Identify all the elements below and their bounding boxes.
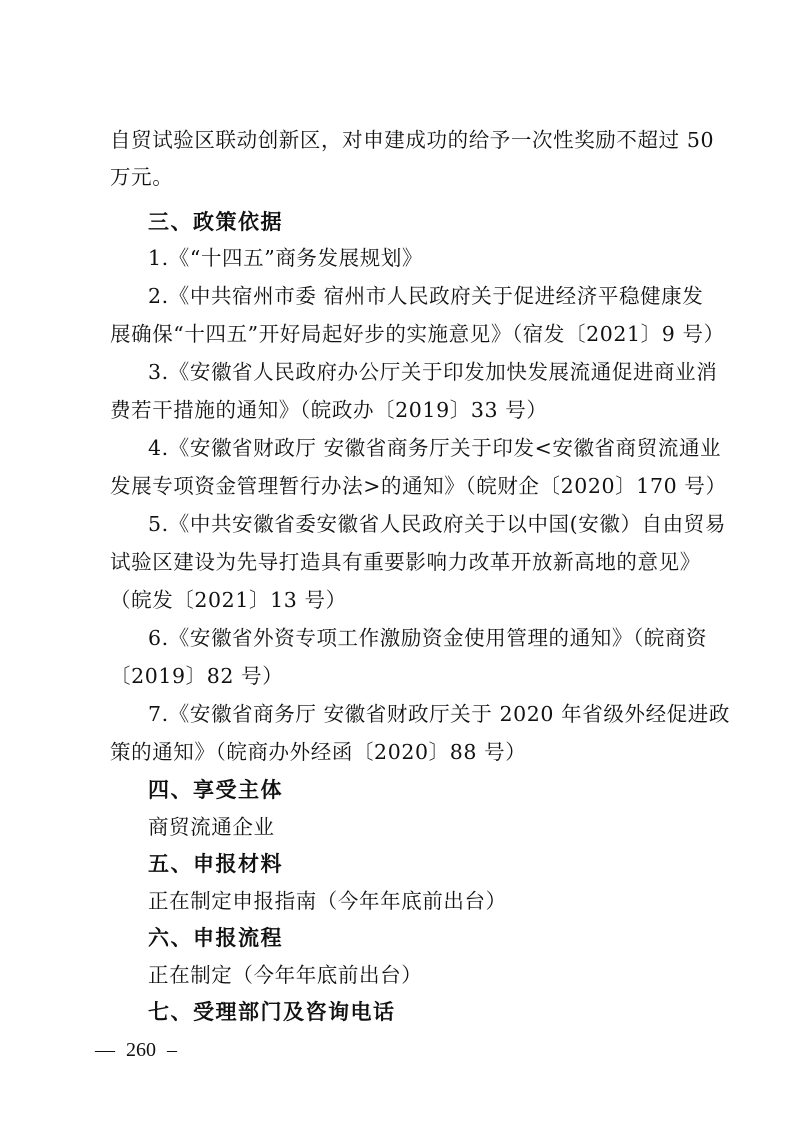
policy-item-continued: 发展专项资金管理暂行办法>的通知》（皖财企〔2020〕170 号） <box>110 474 727 498</box>
policy-item: 3.《安徽省人民政府办公厅关于印发加快发展流通促进商业消 <box>148 360 718 384</box>
footer-dash-left: — <box>95 1039 115 1061</box>
footer-dash-right: – <box>167 1039 177 1061</box>
body-text-line: 正在制定申报指南（今年年底前出台） <box>148 889 507 913</box>
body-text-line: 自贸试验区联动创新区，对申建成功的给予一次性奖励不超过 50 <box>110 128 715 152</box>
page-number: 260 <box>126 1039 156 1061</box>
policy-item: 4.《安徽省财政厅 安徽省商务厅关于印发<安徽省商贸流通业 <box>148 436 722 460</box>
policy-item: 7.《安徽省商务厅 安徽省财政厅关于 2020 年省级外经促进政 <box>148 702 730 726</box>
section-heading: 五、申报材料 <box>148 852 283 876</box>
policy-item-continued: 展确保“十四五”开好局起好步的实施意见》（宿发〔2021〕9 号） <box>110 322 725 346</box>
policy-item: 1.《“十四五”商务发展规划》 <box>148 246 424 270</box>
body-text-line: 万元。 <box>110 165 174 189</box>
policy-item-continued: （皖发〔2021〕13 号） <box>110 588 347 612</box>
section-heading: 四、享受主体 <box>148 778 283 802</box>
policy-item-continued: 费若干措施的通知》（皖政办〔2019〕33 号） <box>110 398 548 422</box>
section-heading: 七、受理部门及咨询电话 <box>148 1000 396 1024</box>
section-heading: 三、政策依据 <box>148 210 283 234</box>
body-text-line: 正在制定（今年年底前出台） <box>148 963 423 987</box>
policy-item-continued: 策的通知》（皖商办外经函〔2020〕88 号） <box>110 740 527 764</box>
section-heading: 六、申报流程 <box>148 926 283 950</box>
policy-item: 2.《中共宿州市委 宿州市人民政府关于促进经济平稳健康发 <box>148 284 704 308</box>
policy-item-continued: 〔2019〕82 号） <box>110 664 284 688</box>
policy-item: 6.《安徽省外资专项工作激励资金使用管理的通知》（皖商资 <box>148 626 708 650</box>
page-footer <box>95 1036 177 1064</box>
policy-item: 5.《中共安徽省委安徽省人民政府关于以中国(安徽）自由贸易 <box>148 512 726 536</box>
policy-item-continued: 试验区建设为先导打造具有重要影响力改革开放新高地的意见》 <box>110 550 701 574</box>
body-text-line: 商贸流通企业 <box>148 815 275 839</box>
